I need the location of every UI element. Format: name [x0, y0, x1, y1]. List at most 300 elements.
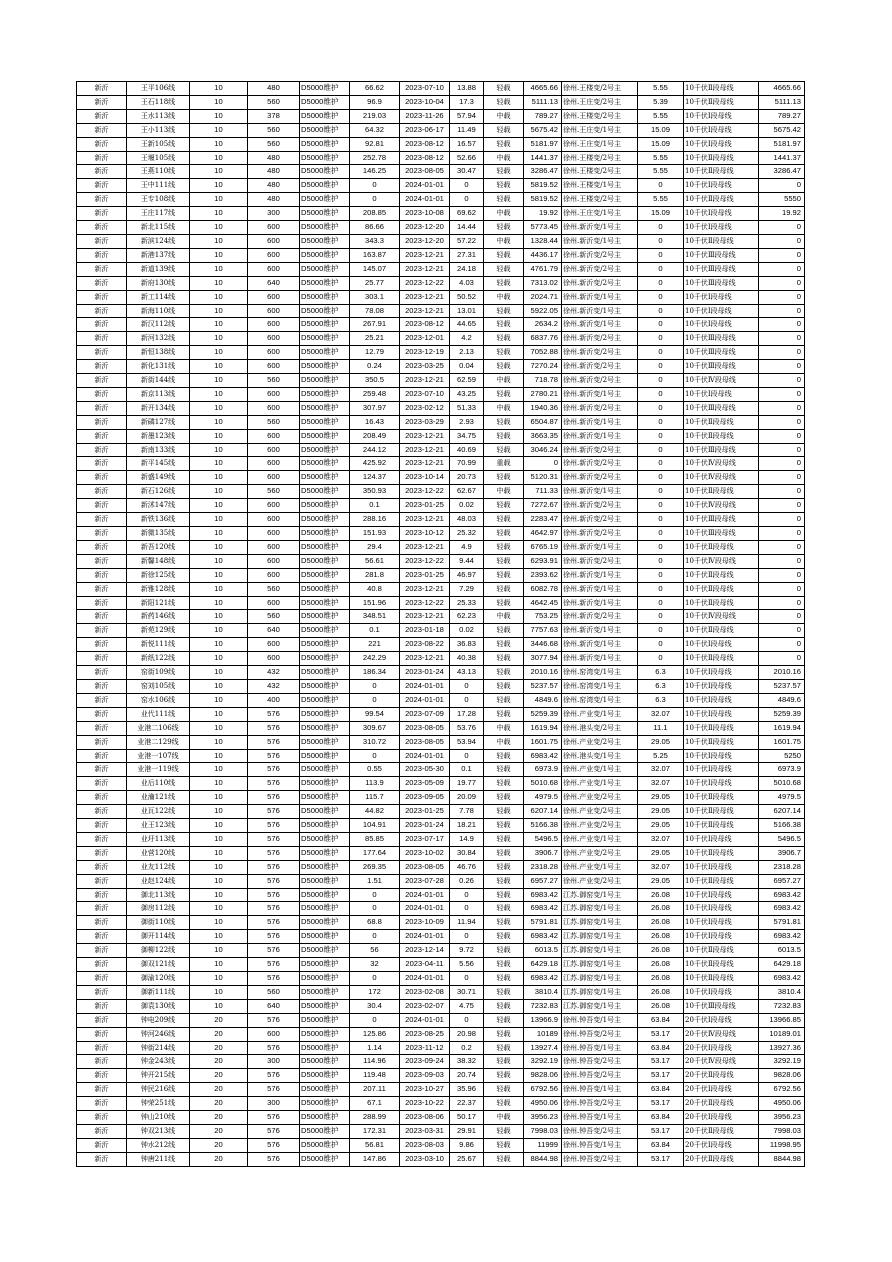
load-rate-cell: 25.67 [450, 1152, 484, 1166]
voltage-cell: 10 [190, 527, 248, 541]
voltage-cell: 10 [190, 401, 248, 415]
max-load-date-cell: 2023-01-18 [400, 624, 450, 638]
table-row [77, 707, 805, 721]
load-status-cell: 轻载 [484, 429, 524, 443]
remaining-capacity-cell: 0 [759, 540, 805, 554]
max-load-date-cell: 2023-03-31 [400, 1124, 450, 1138]
table-row [77, 902, 805, 916]
line-name-cell: 王水113线 [127, 109, 190, 123]
county-cell: 新沂 [77, 624, 127, 638]
load-status-cell: 轻载 [484, 596, 524, 610]
capacity-cell: 560 [248, 485, 300, 499]
source-cell: D5000维护 [300, 443, 350, 457]
available-capacity-cell: 3077.94 [524, 652, 562, 666]
remaining-capacity-cell: 0 [759, 429, 805, 443]
line-name-cell: 业港二106线 [127, 721, 190, 735]
load-rate-cell: 44.65 [450, 318, 484, 332]
source-cell: D5000维护 [300, 638, 350, 652]
available-capacity-cell: 3906.7 [524, 846, 562, 860]
load-rate-cell: 62.23 [450, 610, 484, 624]
remaining-capacity-cell: 3810.4 [759, 985, 805, 999]
line-name-cell: 业后110线 [127, 777, 190, 791]
county-cell: 新沂 [77, 262, 127, 276]
load-rate-cell: 0.1 [450, 763, 484, 777]
load-status-cell: 轻载 [484, 443, 524, 457]
source-cell: D5000维护 [300, 805, 350, 819]
voltage-cell: 20 [190, 1041, 248, 1055]
county-cell: 新沂 [77, 540, 127, 554]
capacity-cell: 600 [248, 401, 300, 415]
bus-segment-cell: 10千伏Ⅰ段母线 [684, 707, 759, 721]
voltage-cell: 10 [190, 332, 248, 346]
line-name-cell: 新磷127线 [127, 415, 190, 429]
county-cell: 新沂 [77, 443, 127, 457]
substation-transformer-cell: 徐州.钟吾变/2号主 [562, 1124, 638, 1138]
transformer-capacity-cell: 5.39 [638, 95, 684, 109]
table-row [77, 207, 805, 221]
line-name-cell: 新平145线 [127, 457, 190, 471]
transformer-capacity-cell: 11.1 [638, 721, 684, 735]
transformer-capacity-cell: 0 [638, 248, 684, 262]
available-capacity-cell: 4849.6 [524, 693, 562, 707]
source-cell: D5000维护 [300, 777, 350, 791]
load-rate-cell: 2.93 [450, 415, 484, 429]
remaining-capacity-cell: 0 [759, 262, 805, 276]
load-status-cell: 轻载 [484, 540, 524, 554]
voltage-cell: 10 [190, 360, 248, 374]
capacity-cell: 576 [248, 958, 300, 972]
bus-segment-cell: 20千伏Ⅱ段母线 [684, 1097, 759, 1111]
county-cell: 新沂 [77, 666, 127, 680]
transformer-capacity-cell: 26.08 [638, 958, 684, 972]
load-status-cell: 轻载 [484, 624, 524, 638]
max-load-date-cell: 2024-01-01 [400, 972, 450, 986]
max-load-cell: 104.91 [350, 819, 400, 833]
max-load-cell: 267.91 [350, 318, 400, 332]
capacity-cell: 576 [248, 902, 300, 916]
remaining-capacity-cell: 0 [759, 387, 805, 401]
county-cell: 新沂 [77, 109, 127, 123]
load-rate-cell: 43.25 [450, 387, 484, 401]
voltage-cell: 10 [190, 82, 248, 96]
available-capacity-cell: 6082.78 [524, 582, 562, 596]
line-name-cell: 钟金243线 [127, 1055, 190, 1069]
capacity-cell: 560 [248, 374, 300, 388]
voltage-cell: 10 [190, 193, 248, 207]
bus-segment-cell: 10千伏Ⅳ段母线 [684, 457, 759, 471]
load-status-cell: 中载 [484, 151, 524, 165]
max-load-date-cell: 2023-10-27 [400, 1083, 450, 1097]
load-status-cell: 轻载 [484, 1013, 524, 1027]
max-load-cell: 44.82 [350, 805, 400, 819]
remaining-capacity-cell: 7998.03 [759, 1124, 805, 1138]
substation-transformer-cell: 徐州.钟吾变/2号主 [562, 1055, 638, 1069]
capacity-cell: 480 [248, 82, 300, 96]
max-load-date-cell: 2024-01-01 [400, 749, 450, 763]
line-name-cell: 新恒138线 [127, 346, 190, 360]
load-rate-cell: 38.32 [450, 1055, 484, 1069]
available-capacity-cell: 2010.16 [524, 666, 562, 680]
remaining-capacity-cell: 5250 [759, 749, 805, 763]
max-load-date-cell: 2023-07-10 [400, 387, 450, 401]
max-load-cell: 56.61 [350, 554, 400, 568]
source-cell: D5000维护 [300, 1041, 350, 1055]
line-name-cell: 新雅128线 [127, 582, 190, 596]
bus-segment-cell: 10千伏Ⅱ段母线 [684, 958, 759, 972]
load-status-cell: 轻载 [484, 415, 524, 429]
line-name-cell: 钟唐211线 [127, 1152, 190, 1166]
capacity-cell: 576 [248, 1111, 300, 1125]
bus-segment-cell: 10千伏Ⅱ段母线 [684, 582, 759, 596]
county-cell: 新沂 [77, 318, 127, 332]
table-row [77, 749, 805, 763]
capacity-cell: 576 [248, 735, 300, 749]
voltage-cell: 10 [190, 234, 248, 248]
max-load-date-cell: 2023-12-21 [400, 262, 450, 276]
substation-transformer-cell: 徐州.新沂变/2号主 [562, 374, 638, 388]
load-status-cell: 中载 [484, 485, 524, 499]
load-status-cell: 轻载 [484, 568, 524, 582]
source-cell: D5000维护 [300, 374, 350, 388]
load-status-cell: 中载 [484, 610, 524, 624]
line-name-cell: 御袁130线 [127, 999, 190, 1013]
transformer-capacity-cell: 0 [638, 429, 684, 443]
bus-segment-cell: 10千伏Ⅲ段母线 [684, 999, 759, 1013]
load-rate-cell: 24.18 [450, 262, 484, 276]
line-name-cell: 御开114线 [127, 930, 190, 944]
available-capacity-cell: 7052.88 [524, 346, 562, 360]
remaining-capacity-cell: 19.92 [759, 207, 805, 221]
substation-transformer-cell: 徐州.产业变/1号主 [562, 777, 638, 791]
max-load-date-cell: 2023-12-20 [400, 234, 450, 248]
substation-transformer-cell: 徐州.新沂变/1号主 [562, 485, 638, 499]
load-rate-cell: 2.13 [450, 346, 484, 360]
source-cell: D5000维护 [300, 832, 350, 846]
substation-transformer-cell: 徐州.新沂变/1号主 [562, 429, 638, 443]
county-cell: 新沂 [77, 374, 127, 388]
bus-segment-cell: 10千伏Ⅳ段母线 [684, 554, 759, 568]
county-cell: 新沂 [77, 693, 127, 707]
substation-transformer-cell: 徐州.新沂变/2号主 [562, 248, 638, 262]
source-cell: D5000维护 [300, 1111, 350, 1125]
max-load-cell: 303.1 [350, 290, 400, 304]
transformer-capacity-cell: 26.08 [638, 944, 684, 958]
bus-segment-cell: 10千伏Ⅱ段母线 [684, 944, 759, 958]
bus-segment-cell: 10千伏Ⅰ段母线 [684, 930, 759, 944]
source-cell: D5000维护 [300, 360, 350, 374]
table-row [77, 596, 805, 610]
table-row [77, 638, 805, 652]
available-capacity-cell: 5166.38 [524, 819, 562, 833]
capacity-cell: 300 [248, 1055, 300, 1069]
source-cell: D5000维护 [300, 985, 350, 999]
voltage-cell: 20 [190, 1111, 248, 1125]
load-rate-cell: 40.69 [450, 443, 484, 457]
max-load-cell: 16.43 [350, 415, 400, 429]
max-load-cell: 221 [350, 638, 400, 652]
load-rate-cell: 17.3 [450, 95, 484, 109]
county-cell: 新沂 [77, 1013, 127, 1027]
remaining-capacity-cell: 5181.97 [759, 137, 805, 151]
capacity-cell: 600 [248, 360, 300, 374]
available-capacity-cell: 6983.42 [524, 972, 562, 986]
max-load-cell: 32 [350, 958, 400, 972]
load-status-cell: 中载 [484, 721, 524, 735]
table-row [77, 805, 805, 819]
max-load-date-cell: 2023-02-07 [400, 999, 450, 1013]
table-row [77, 874, 805, 888]
remaining-capacity-cell: 1601.75 [759, 735, 805, 749]
load-status-cell: 轻载 [484, 791, 524, 805]
load-rate-cell: 4.75 [450, 999, 484, 1013]
remaining-capacity-cell: 2010.16 [759, 666, 805, 680]
line-name-cell: 新北115线 [127, 221, 190, 235]
county-cell: 新沂 [77, 735, 127, 749]
table-row [77, 763, 805, 777]
bus-segment-cell: 10千伏Ⅰ段母线 [684, 902, 759, 916]
line-name-cell: 新海110线 [127, 304, 190, 318]
load-rate-cell: 18.21 [450, 819, 484, 833]
voltage-cell: 10 [190, 248, 248, 262]
line-name-cell: 业瓦122线 [127, 805, 190, 819]
table-row [77, 290, 805, 304]
substation-transformer-cell: 徐州.新沂变/2号主 [562, 332, 638, 346]
load-status-cell: 轻载 [484, 471, 524, 485]
transformer-capacity-cell: 32.07 [638, 707, 684, 721]
max-load-date-cell: 2023-07-09 [400, 707, 450, 721]
capacity-cell: 560 [248, 582, 300, 596]
max-load-cell: 0 [350, 930, 400, 944]
bus-segment-cell: 10千伏Ⅲ段母线 [684, 513, 759, 527]
voltage-cell: 10 [190, 221, 248, 235]
max-load-date-cell: 2023-01-25 [400, 499, 450, 513]
load-status-cell: 重载 [484, 457, 524, 471]
table-row [77, 137, 805, 151]
max-load-cell: 119.48 [350, 1069, 400, 1083]
source-cell: D5000维护 [300, 958, 350, 972]
table-row [77, 1069, 805, 1083]
substation-transformer-cell: 徐州.王楼变/2号主 [562, 82, 638, 96]
max-load-cell: 0 [350, 749, 400, 763]
transformer-capacity-cell: 0 [638, 179, 684, 193]
remaining-capacity-cell: 5010.68 [759, 777, 805, 791]
available-capacity-cell: 7232.83 [524, 999, 562, 1013]
transformer-capacity-cell: 0 [638, 415, 684, 429]
capacity-cell: 576 [248, 819, 300, 833]
remaining-capacity-cell: 5791.81 [759, 916, 805, 930]
available-capacity-cell: 753.25 [524, 610, 562, 624]
load-rate-cell: 0 [450, 193, 484, 207]
load-status-cell: 轻载 [484, 777, 524, 791]
load-rate-cell: 57.22 [450, 234, 484, 248]
available-capacity-cell: 9828.06 [524, 1069, 562, 1083]
capacity-cell: 576 [248, 721, 300, 735]
table-row [77, 540, 805, 554]
max-load-date-cell: 2023-10-14 [400, 471, 450, 485]
remaining-capacity-cell: 6429.18 [759, 958, 805, 972]
line-name-cell: 新阳121线 [127, 596, 190, 610]
substation-transformer-cell: 徐州.新沂变/1号主 [562, 304, 638, 318]
voltage-cell: 10 [190, 707, 248, 721]
substation-transformer-cell: 徐州.新沂变/1号主 [562, 540, 638, 554]
bus-segment-cell: 10千伏Ⅰ段母线 [684, 679, 759, 693]
county-cell: 新沂 [77, 763, 127, 777]
remaining-capacity-cell: 0 [759, 610, 805, 624]
bus-segment-cell: 10千伏Ⅳ段母线 [684, 374, 759, 388]
load-status-cell: 轻载 [484, 888, 524, 902]
line-name-cell: 新墨123线 [127, 429, 190, 443]
table-row [77, 346, 805, 360]
capacity-cell: 560 [248, 137, 300, 151]
line-name-cell: 钟山210线 [127, 1111, 190, 1125]
line-name-cell: 业王123线 [127, 819, 190, 833]
line-name-cell: 新开134线 [127, 401, 190, 415]
max-load-date-cell: 2024-01-01 [400, 888, 450, 902]
substation-transformer-cell: 徐州.新沂变/2号主 [562, 471, 638, 485]
load-rate-cell: 0 [450, 888, 484, 902]
bus-segment-cell: 10千伏Ⅳ段母线 [684, 610, 759, 624]
substation-transformer-cell: 徐州.王庄变/2号主 [562, 95, 638, 109]
bus-segment-cell: 20千伏Ⅰ段母线 [684, 1138, 759, 1152]
available-capacity-cell: 3046.24 [524, 443, 562, 457]
substation-transformer-cell: 徐州.产业变/2号主 [562, 874, 638, 888]
load-status-cell: 中载 [484, 374, 524, 388]
county-cell: 新沂 [77, 1124, 127, 1138]
transformer-capacity-cell: 63.84 [638, 1138, 684, 1152]
source-cell: D5000维护 [300, 972, 350, 986]
county-cell: 新沂 [77, 874, 127, 888]
load-rate-cell: 0 [450, 972, 484, 986]
load-rate-cell: 27.31 [450, 248, 484, 262]
substation-transformer-cell: 徐州.新沂变/2号主 [562, 346, 638, 360]
county-cell: 新沂 [77, 916, 127, 930]
voltage-cell: 10 [190, 290, 248, 304]
voltage-cell: 10 [190, 554, 248, 568]
load-status-cell: 轻载 [484, 1097, 524, 1111]
remaining-capacity-cell: 0 [759, 179, 805, 193]
table-row [77, 568, 805, 582]
max-load-date-cell: 2023-08-12 [400, 137, 450, 151]
available-capacity-cell: 5111.13 [524, 95, 562, 109]
table-row [77, 791, 805, 805]
county-cell: 新沂 [77, 638, 127, 652]
load-rate-cell: 0.26 [450, 874, 484, 888]
source-cell: D5000维护 [300, 221, 350, 235]
transformer-capacity-cell: 0 [638, 457, 684, 471]
transformer-capacity-cell: 63.84 [638, 1013, 684, 1027]
load-rate-cell: 48.03 [450, 513, 484, 527]
load-rate-cell: 16.57 [450, 137, 484, 151]
bus-segment-cell: 10千伏Ⅳ段母线 [684, 499, 759, 513]
source-cell: D5000维护 [300, 346, 350, 360]
load-status-cell: 轻载 [484, 679, 524, 693]
line-name-cell: 业营120线 [127, 846, 190, 860]
source-cell: D5000维护 [300, 262, 350, 276]
max-load-date-cell: 2023-12-20 [400, 221, 450, 235]
voltage-cell: 10 [190, 596, 248, 610]
table-row [77, 888, 805, 902]
transformer-capacity-cell: 53.17 [638, 1124, 684, 1138]
transformer-capacity-cell: 0 [638, 624, 684, 638]
available-capacity-cell: 5237.57 [524, 679, 562, 693]
transformer-capacity-cell: 0 [638, 346, 684, 360]
bus-segment-cell: 10千伏Ⅰ段母线 [684, 387, 759, 401]
substation-transformer-cell: 徐州.新沂变/2号主 [562, 401, 638, 415]
substation-transformer-cell: 徐州.钟吾变/2号主 [562, 1097, 638, 1111]
voltage-cell: 10 [190, 846, 248, 860]
substation-transformer-cell: 江苏.御窑变/1号主 [562, 888, 638, 902]
capacity-cell: 600 [248, 221, 300, 235]
max-load-cell: 151.96 [350, 596, 400, 610]
transformer-capacity-cell: 0 [638, 234, 684, 248]
max-load-date-cell: 2023-12-22 [400, 554, 450, 568]
bus-segment-cell: 10千伏Ⅰ段母线 [684, 985, 759, 999]
available-capacity-cell: 5773.45 [524, 221, 562, 235]
county-cell: 新沂 [77, 652, 127, 666]
remaining-capacity-cell: 0 [759, 582, 805, 596]
remaining-capacity-cell: 5550 [759, 193, 805, 207]
county-cell: 新沂 [77, 95, 127, 109]
max-load-date-cell: 2023-12-21 [400, 443, 450, 457]
max-load-date-cell: 2023-04-11 [400, 958, 450, 972]
transformer-capacity-cell: 0 [638, 527, 684, 541]
bus-segment-cell: 10千伏Ⅰ段母线 [684, 123, 759, 137]
source-cell: D5000维护 [300, 1097, 350, 1111]
line-name-cell: 御北113线 [127, 888, 190, 902]
capacity-cell: 600 [248, 318, 300, 332]
source-cell: D5000维护 [300, 582, 350, 596]
max-load-date-cell: 2023-02-12 [400, 401, 450, 415]
remaining-capacity-cell: 0 [759, 596, 805, 610]
substation-transformer-cell: 徐州.新沂变/2号主 [562, 554, 638, 568]
source-cell: D5000维护 [300, 540, 350, 554]
available-capacity-cell: 711.33 [524, 485, 562, 499]
load-status-cell: 轻载 [484, 749, 524, 763]
max-load-cell: 288.16 [350, 513, 400, 527]
line-name-cell: 新悦111线 [127, 638, 190, 652]
capacity-cell: 600 [248, 638, 300, 652]
line-name-cell: 钟电209线 [127, 1013, 190, 1027]
voltage-cell: 10 [190, 262, 248, 276]
line-name-cell: 窑水106线 [127, 693, 190, 707]
substation-transformer-cell: 徐州.新沂变/1号主 [562, 387, 638, 401]
load-rate-cell: 53.94 [450, 735, 484, 749]
substation-transformer-cell: 徐州.新沂变/1号主 [562, 221, 638, 235]
voltage-cell: 10 [190, 832, 248, 846]
remaining-capacity-cell: 2318.28 [759, 860, 805, 874]
source-cell: D5000维护 [300, 109, 350, 123]
voltage-cell: 10 [190, 791, 248, 805]
county-cell: 新沂 [77, 429, 127, 443]
voltage-cell: 10 [190, 763, 248, 777]
capacity-cell: 600 [248, 443, 300, 457]
remaining-capacity-cell: 0 [759, 374, 805, 388]
voltage-cell: 10 [190, 972, 248, 986]
source-cell: D5000维护 [300, 568, 350, 582]
line-name-cell: 新苑129线 [127, 624, 190, 638]
remaining-capacity-cell: 0 [759, 624, 805, 638]
source-cell: D5000维护 [300, 1138, 350, 1152]
load-rate-cell: 53.76 [450, 721, 484, 735]
transformer-capacity-cell: 0 [638, 290, 684, 304]
max-load-date-cell: 2023-12-21 [400, 457, 450, 471]
available-capacity-cell: 718.78 [524, 374, 562, 388]
remaining-capacity-cell: 10189.01 [759, 1027, 805, 1041]
substation-transformer-cell: 徐州.新沂变/2号主 [562, 360, 638, 374]
bus-segment-cell: 10千伏Ⅲ段母线 [684, 401, 759, 415]
line-name-cell: 王小113线 [127, 123, 190, 137]
bus-segment-cell: 10千伏Ⅰ段母线 [684, 693, 759, 707]
